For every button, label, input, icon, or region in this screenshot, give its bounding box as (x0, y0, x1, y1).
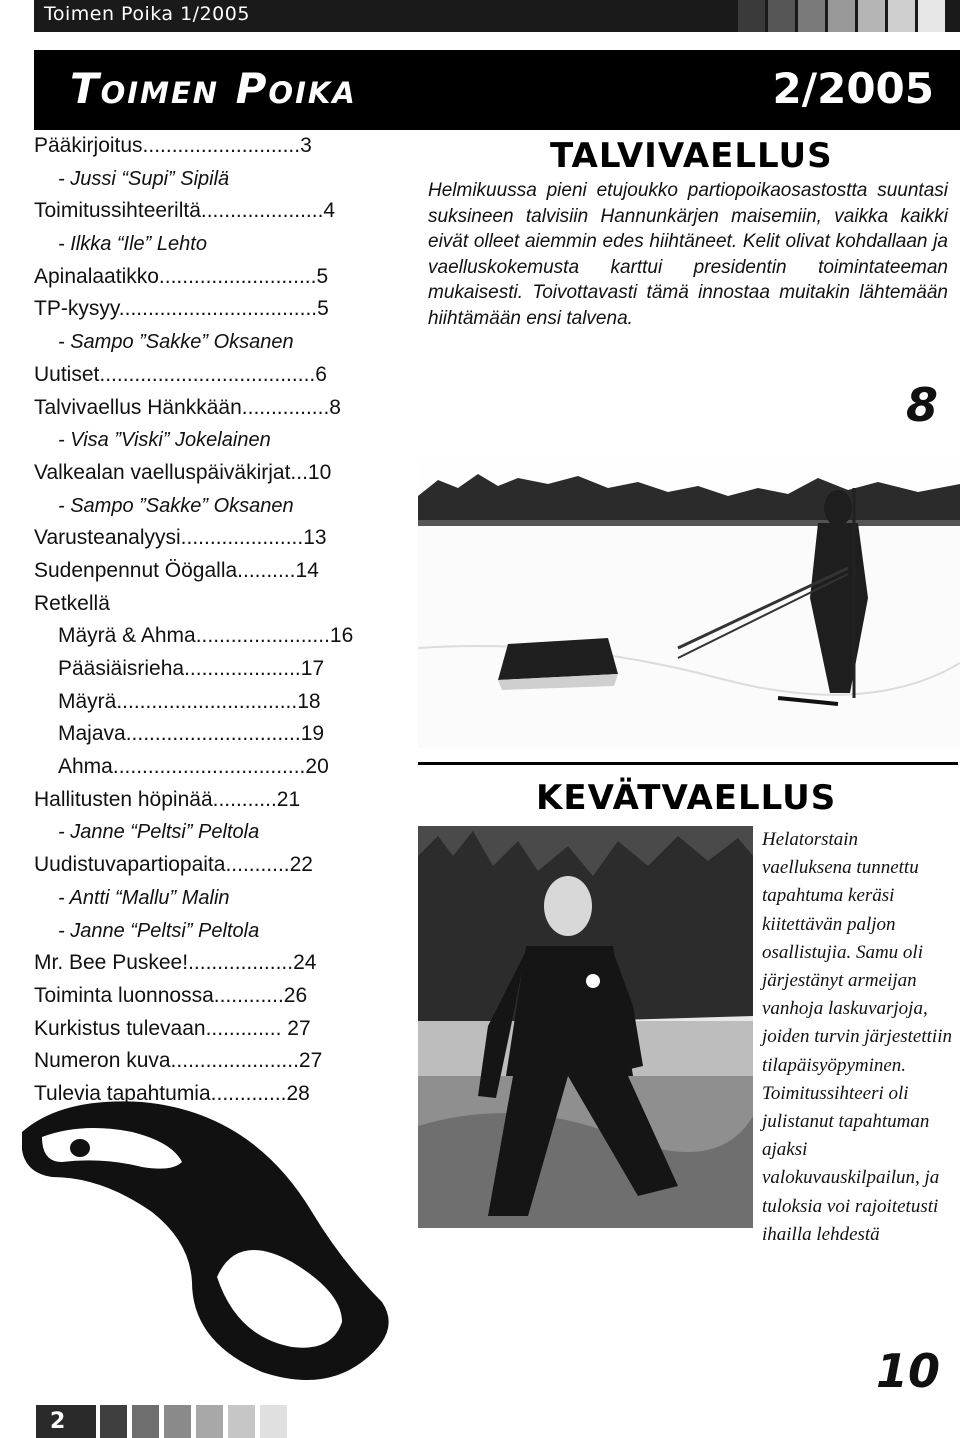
toc-entry: Numeron kuva......................27 (34, 1049, 323, 1073)
toc-entry: - Visa ”Viski” Jokelainen (58, 429, 271, 452)
talvivaellus-text: Helmikuussa pieni etujoukko partiopoikaosastostta suuntasi suksineen talvisiin Hannunkärjen maisemiin, vaikka kaikki eivät olleet aiemmin edes hiihtäneet. Kelit olivat kohdallaan ja vaelluskokemusta karttui presidentin toimintateeman mukaisesti. Toivottavasti tämä innostaa muitakin lähtemään hiihtämään ensi talvena. (428, 180, 948, 329)
toc-entry: - Ilkka “Ile” Lehto (58, 233, 207, 256)
toc-entry: Pääkirjoitus...........................3 (34, 134, 312, 157)
toc-entry: - Sampo ”Sakke” Oksanen (58, 494, 294, 517)
page-number: 2 (36, 1405, 96, 1438)
section-divider (418, 762, 958, 765)
toc-entry: Uudistuvapartiopaita...........22 (34, 853, 313, 877)
toc-entry: Tulevia tapahtumia.............28 (34, 1081, 310, 1105)
toc-entry: Toimitussihteeriltä.....................4 (34, 199, 336, 223)
toc-entry: Valkealan vaelluspäiväkirjat...10 (34, 460, 332, 484)
toc-entry: Pääsiäisrieha....................17 (58, 657, 325, 680)
toc-entry: Mäyrä...............................18 (58, 689, 321, 713)
toc-entry: Uutiset.....................................6 (34, 362, 327, 386)
toc-entry: - Jussi “Supi” Sipilä (58, 167, 230, 190)
kevatvaellus-text: Helatorstain vaelluksena tunnettu tapahtuma keräsi kiitettävän paljon osallistujia. Samu oli järjestänyt armeijan vanhoja laskuvarjoja, joiden turvin järjestettiin tilapäisyöpyminen. Toimitussihteeri oli julistanut tapahtuman ajaksi valokuvauskilpailun, ja tuloksia voi rajoitetusti ihailla lehdestä (762, 829, 952, 1245)
toc-entry: Mr. Bee Puskee!..................24 (34, 951, 317, 975)
toc-entry: Hallitusten höpinää...........21 (34, 787, 301, 811)
toc-entry: - Janne “Peltsi” Peltola (58, 919, 260, 942)
kevatvaellus-title: KEVÄTVAELLUS (536, 778, 837, 818)
issue-number: 2/2005 (772, 64, 934, 113)
toc-entry: Toiminta luonnossa............26 (34, 983, 308, 1007)
toc-entry: Kurkistus tulevaan............. 27 (34, 1016, 311, 1040)
kevatvaellus-page: 10 (876, 1344, 941, 1398)
toc-entry: TP-kysyy..................................5 (34, 297, 329, 321)
talvivaellus-title: TALVIVAELLUS (550, 136, 833, 176)
toc-entry: - Antti “Mallu” Malin (58, 886, 230, 909)
talvivaellus-page: 8 (906, 378, 939, 432)
toc-entry: Retkellä (34, 591, 110, 615)
toc-entry: Mäyrä & Ahma.......................16 (58, 624, 354, 648)
running-title: Toimen Poika 1/2005 (44, 3, 250, 25)
toc-entry: Sudenpennut Öögalla..........14 (34, 558, 319, 582)
winter-ski-photo (418, 448, 960, 748)
spring-hike-photo (418, 826, 753, 1228)
table-of-contents (34, 130, 394, 1111)
toc-entry: Ahma.................................20 (58, 755, 329, 779)
toc-entry: Apinalaatikko...........................5 (34, 264, 329, 288)
toc-entry: Varusteanalyysi.....................13 (34, 526, 327, 550)
scout-spoon-drawing (22, 1092, 402, 1392)
toc-entry: Talvivaellus Hänkkään...............8 (34, 395, 341, 419)
toc-entry: Majava..............................19 (58, 722, 325, 746)
toc-entry: - Janne “Peltsi” Peltola (58, 821, 260, 844)
toc-entry: - Sampo ”Sakke” Oksanen (58, 331, 294, 354)
magazine-title: Toimen Poika (70, 64, 357, 113)
